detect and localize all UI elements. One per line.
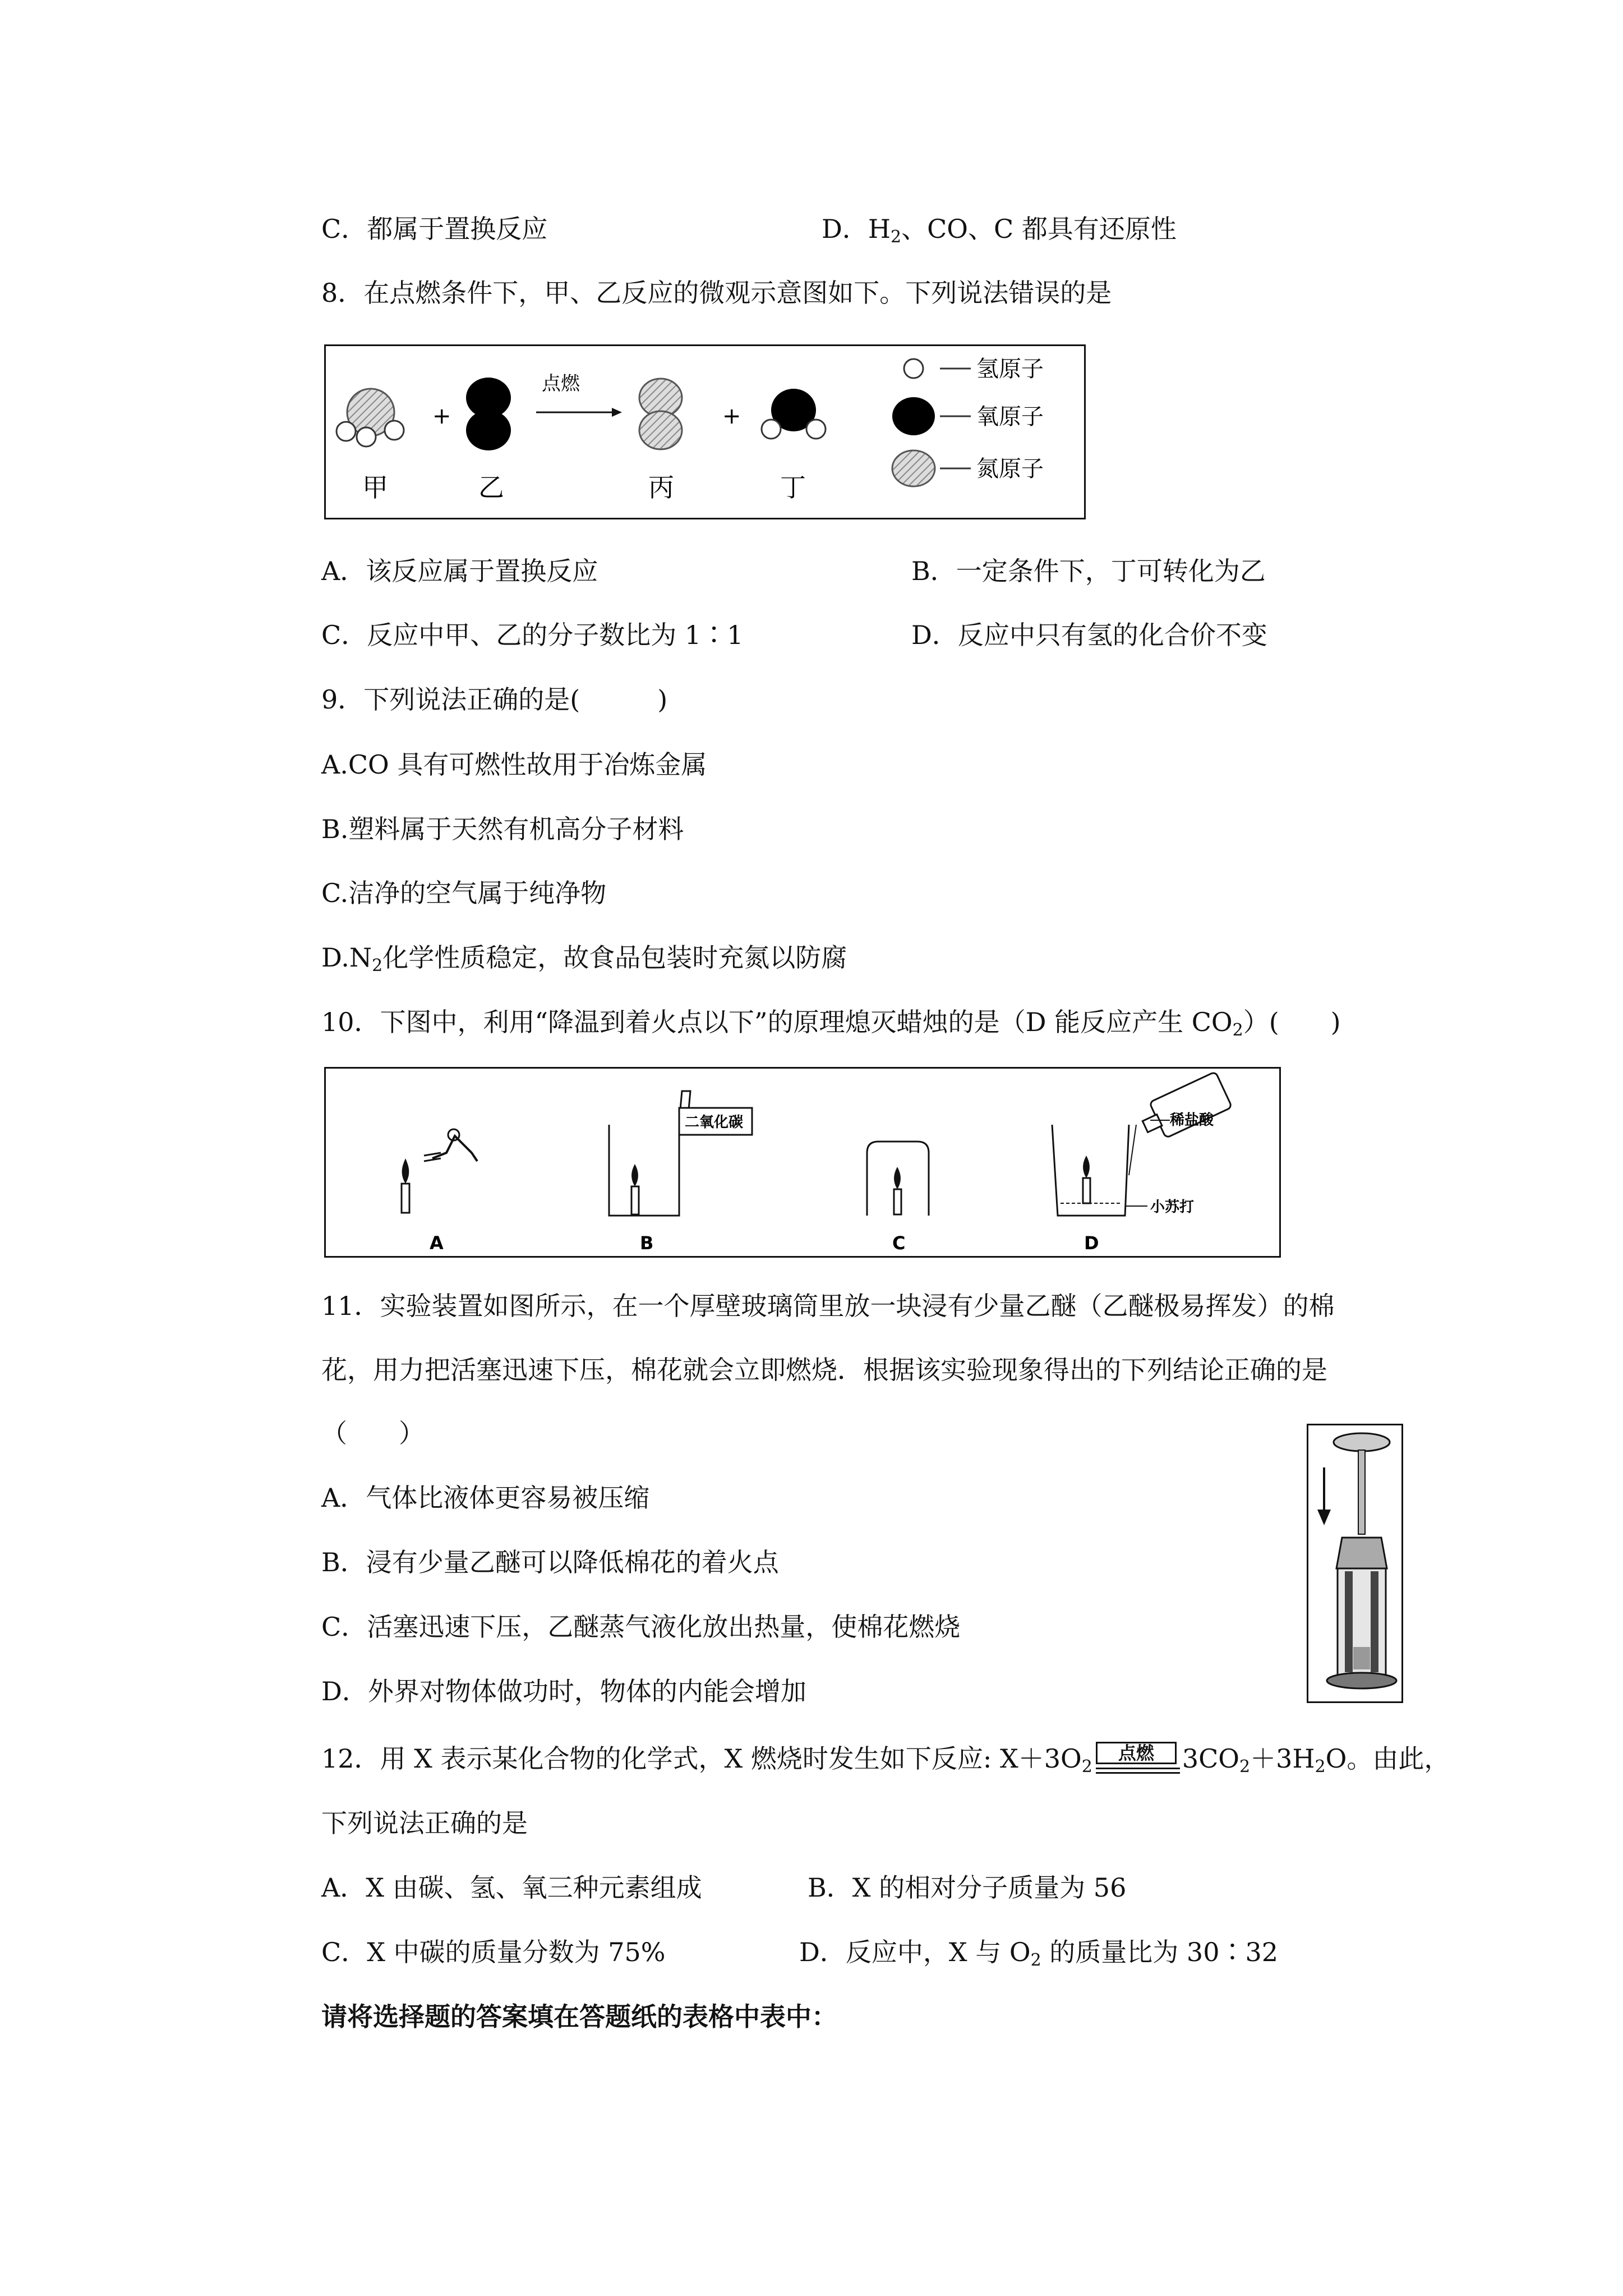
legend-nitrogen: 氮原子: [976, 456, 1044, 482]
nitrogen-molecule: [639, 379, 682, 449]
plus-sign: +: [432, 403, 451, 429]
q11-option-a: A．气体比液体更容易被压缩: [321, 1483, 650, 1513]
q11-option-d: D．外界对物体做功时，物体的内能会增加: [321, 1676, 806, 1706]
q8-option-a: A．该反应属于置换反应: [321, 556, 598, 586]
label-yi: 乙: [478, 472, 504, 503]
q9-option-b: B.塑料属于天然有机高分子材料: [321, 814, 684, 844]
q8-option-c: C．反应中甲、乙的分子数比为 1∶1: [321, 620, 744, 650]
ammonia-molecule: [336, 389, 404, 447]
q11-stem-line1: 11．实验装置如图所示，在一个厚壁玻璃筒里放一块浸有少量乙醚（乙醚极易挥发）的棉: [321, 1291, 1335, 1321]
q11-option-c: C．活塞迅速下压，乙醚蒸气液化放出热量，使棉花燃烧: [321, 1612, 961, 1642]
label-jia: 甲: [362, 472, 388, 503]
label-ding: 丁: [780, 472, 806, 503]
q11-stem-line3: （ ）: [321, 1418, 425, 1448]
label-a: A: [430, 1232, 444, 1254]
plus-sign-2: +: [722, 403, 741, 429]
legend-oxygen: 氧原子: [976, 404, 1044, 430]
reaction-condition: 点燃: [542, 372, 580, 395]
q7-option-d: D．$H_2$、CO、C 都具有还原性: [822, 214, 1177, 247]
q9-stem: 9．下列说法正确的是( ): [321, 684, 668, 715]
condition-label: 点燃: [1096, 1742, 1177, 1764]
q12-stem-line2: 下列说法正确的是: [321, 1808, 528, 1838]
candle-b: [609, 1091, 752, 1216]
label-c: C: [892, 1232, 906, 1254]
q7-option-c: C．都属于置换反应: [321, 214, 548, 244]
co2-label: 二氧化碳: [685, 1114, 744, 1131]
q9-option-d: $D.N_2$化学性质稳定，故食品包装时充氮以防腐: [321, 942, 847, 976]
q12-option-c: C．X 中碳的质量分数为 75%: [321, 1937, 666, 1967]
candle-d: [1052, 1071, 1232, 1216]
water-molecule: [762, 389, 826, 439]
acid-label: 稀盐酸: [1170, 1112, 1214, 1129]
q12-stem-line1: 12．用 X 表示某化合物的化学式，X 燃烧时发生如下反应: $X+3O_2$ 点燃 $3CO_2+3H_2O$。由此，: [321, 1742, 1450, 1777]
label-b: B: [640, 1232, 654, 1254]
reaction-condition-box: [1092, 1742, 1182, 1775]
answer-instruction: 请将选择题的答案填在答题纸的表格中表中：: [321, 2001, 837, 2032]
q12-option-b: B．X 的相对分子质量为 56: [808, 1872, 1127, 1903]
q12-option-d: D．反应中，X 与 $O_2$ 的质量比为 30∶32: [799, 1937, 1278, 1970]
oxygen-molecule: [466, 378, 511, 450]
legend-hydrogen: 氢原子: [976, 356, 1044, 382]
q10-stem: 10．下图中，利用“降温到着火点以下”的原理熄灭蜡烛的是（D 能反应产生 $CO_2$）( ): [321, 1007, 1341, 1040]
label-d: D: [1084, 1232, 1099, 1254]
baking-soda-label: 小苏打: [1150, 1199, 1195, 1216]
q11-stem-line2: 花，用力把活塞迅速下压，棉花就会立即燃烧．根据该实验现象得出的下列结论正确的是: [321, 1355, 1327, 1385]
candle-c: [867, 1142, 929, 1216]
q8-option-d: D．反应中只有氢的化合价不变: [911, 620, 1267, 650]
q11-option-b: B．浸有少量乙醚可以降低棉花的着火点: [321, 1547, 779, 1577]
label-bing: 丙: [648, 472, 674, 503]
q8-option-b: B．一定条件下，丁可转化为乙: [911, 556, 1266, 586]
q10-candle-figure: [324, 1067, 1281, 1258]
legend: [892, 356, 1044, 486]
q9-option-c: C.洁净的空气属于纯净物: [321, 878, 607, 908]
q8-molecule-figure: [324, 344, 1086, 519]
q11-piston-figure: [1307, 1424, 1403, 1703]
candle-a: [402, 1129, 477, 1213]
q12-option-a: A．X 由碳、氢、氧三种元素组成: [321, 1872, 702, 1903]
q8-stem: 8．在点燃条件下，甲、乙反应的微观示意图如下。下列说法错误的是: [321, 278, 1112, 308]
q9-option-a: A.CO 具有可燃性故用于冶炼金属: [321, 749, 707, 780]
